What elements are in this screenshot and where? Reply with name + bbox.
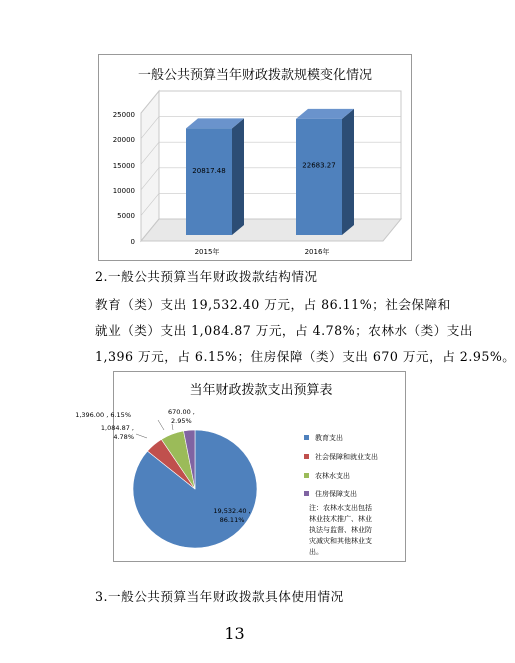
bar-value-label: 22683.27 [302, 161, 336, 170]
note-line: 执法与监督、林业防 [309, 526, 372, 534]
bar [296, 119, 342, 235]
chart-note [309, 503, 372, 556]
paragraph-line: 教育（类）支出 19,532.40 万元，占 86.11%；社会保障和 [95, 297, 451, 312]
leader-line [158, 420, 164, 430]
slice-label-social: 1,084.87 , [100, 424, 134, 432]
x-tick-label: 2016年 [304, 248, 330, 256]
legend-swatch [304, 491, 309, 496]
x-tick-label: 2015年 [194, 248, 220, 256]
bar-chart-canvas [99, 55, 411, 260]
y-tick-label: 5000 [117, 212, 135, 220]
chart-title: 一般公共预算当年财政拨款规模变化情况 [137, 68, 373, 83]
legend [304, 433, 378, 498]
section-heading-2: 2.一般公共预算当年财政拨款结构情况 [95, 269, 318, 284]
y-tick-label: 10000 [112, 187, 135, 195]
slice-label-education: 86.11% [219, 516, 245, 524]
legend-swatch [304, 473, 309, 478]
legend-swatch [304, 454, 309, 459]
legend-label: 教育支出 [315, 434, 343, 442]
y-tick-label: 0 [130, 238, 135, 246]
slice-label-agriculture: 1,396.00 , 6.15% [75, 411, 131, 419]
note-line: 出。 [309, 548, 323, 556]
bar-chart [98, 54, 412, 261]
bar-value-label: 20817.48 [192, 167, 226, 176]
bar-side [232, 118, 244, 235]
slice-label-housing: 670.00 , [168, 408, 195, 416]
y-tick-label: 25000 [112, 111, 135, 119]
bar-side [342, 109, 354, 235]
note-line: 灾减灾和其他林业支 [309, 537, 372, 545]
y-axis-ticks [113, 111, 135, 246]
paragraph-line: 1,396 万元，占 6.15%；住房保障（类）支出 670 万元，占 2.95%。 [95, 349, 515, 364]
slice-label-social: 4.78% [113, 433, 134, 441]
legend-label: 农林水支出 [315, 472, 350, 480]
page-number: 13 [224, 624, 245, 643]
slice-label-education: 19,532.40 , [213, 507, 251, 515]
legend-label: 社会保障和就业支出 [315, 453, 378, 461]
leader-line [136, 434, 147, 438]
pie-chart [75, 371, 406, 562]
note-line: 注：农林水支出包括 [309, 504, 372, 512]
legend-swatch [304, 435, 309, 440]
slice-label-housing: 2.95% [171, 417, 192, 425]
pie-chart-canvas [75, 372, 405, 561]
chart-floor [141, 219, 401, 241]
pie-slices [133, 430, 257, 548]
legend-label: 住房保障支出 [315, 490, 357, 498]
chart-side-wall [141, 91, 159, 241]
y-tick-label: 15000 [112, 162, 135, 170]
section-heading-3: 3.一般公共预算当年财政拨款具体使用情况 [95, 589, 344, 604]
note-line: 林业技术推广、林业 [309, 515, 372, 523]
bar [186, 128, 232, 235]
paragraph-line: 就业（类）支出 1,084.87 万元，占 4.78%；农林水（类）支出 [95, 323, 473, 338]
chart-title: 当年财政拨款支出预算表 [189, 383, 333, 398]
y-tick-label: 20000 [112, 136, 135, 144]
